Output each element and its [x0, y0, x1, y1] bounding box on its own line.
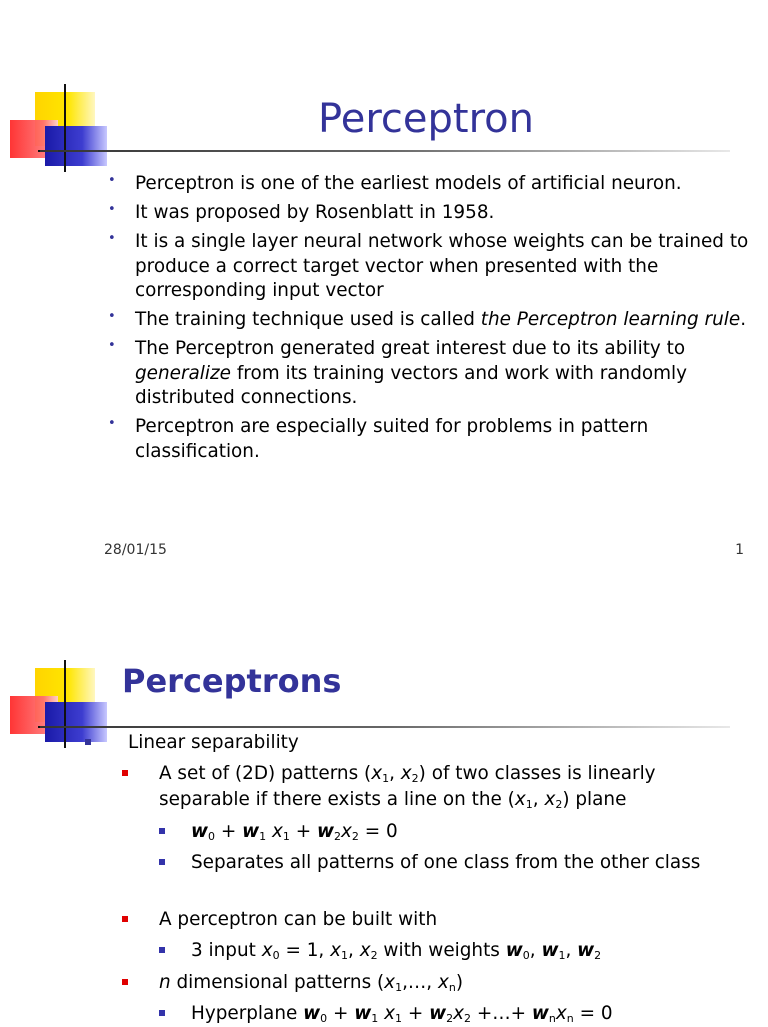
- math-var: x: [555, 1003, 567, 1024]
- text-run: dimensional patterns (: [170, 972, 385, 993]
- text-run: with weights: [377, 940, 506, 961]
- subscript: n: [548, 1012, 556, 1025]
- text-run: +: [289, 821, 317, 842]
- subscript: 0: [522, 949, 530, 962]
- math-var: x: [384, 1003, 395, 1024]
- math-var: w: [505, 940, 523, 961]
- math-var: x: [271, 821, 283, 842]
- subscript: 1: [371, 1012, 379, 1025]
- bullet-blue-square-icon: [159, 947, 165, 953]
- subscript: 1: [340, 949, 348, 962]
- subscript: 1: [395, 1012, 402, 1025]
- subscript: 1: [558, 949, 566, 962]
- text-run: 3 input: [191, 940, 262, 961]
- text-run: ,: [565, 940, 578, 961]
- text-run: A set of (2D) patterns (: [159, 763, 372, 784]
- math-var: w: [354, 1003, 372, 1024]
- math-var: x: [384, 972, 396, 993]
- level3-text: [191, 938, 601, 964]
- level3-text: Separates all patterns of one class from the other class: [191, 852, 701, 873]
- math-var: x: [359, 940, 371, 961]
- title-rule: [40, 150, 730, 152]
- subscript: 1: [395, 981, 403, 994]
- bullet-text: The Perceptron generated great interest due to its ability to: [135, 338, 686, 359]
- text-run: = 1,: [279, 940, 331, 961]
- bullet-blue-square-icon: [159, 828, 165, 834]
- text-run: = 0: [573, 1003, 613, 1024]
- math-var: x: [371, 763, 383, 784]
- math-var: x: [261, 940, 273, 961]
- math-var: x: [400, 763, 412, 784]
- bullet-red-square-icon: [122, 916, 128, 922]
- subscript: 2: [351, 830, 359, 843]
- subscript: 2: [464, 1012, 471, 1025]
- page-title: Perceptrons: [122, 662, 342, 700]
- math-var: x: [340, 821, 352, 842]
- math-var: x: [514, 788, 526, 810]
- subscript: n: [566, 1012, 574, 1025]
- text-run: ) of two classes is linearly separable if there exists a line on the (: [159, 763, 656, 810]
- slide-logo: [0, 656, 110, 748]
- math-var: w: [429, 1003, 447, 1024]
- math-var: x: [330, 940, 341, 961]
- text-run: +: [327, 1003, 355, 1024]
- list-item: [104, 415, 754, 464]
- bullet-square-icon: [85, 739, 91, 745]
- subscript: 2: [370, 949, 378, 962]
- logo-vertical-line: [64, 660, 66, 748]
- subscript: 1: [259, 830, 267, 843]
- bullet-red-square-icon: [122, 979, 128, 985]
- subscript: 2: [594, 949, 602, 962]
- math-var: x: [438, 972, 449, 993]
- text-run: ,: [529, 940, 542, 961]
- level1-text: Linear separability: [128, 732, 299, 753]
- subscript: n: [448, 981, 456, 994]
- level2-text: [159, 761, 749, 812]
- subscript: 1: [382, 772, 390, 785]
- bullet-icon: •: [108, 338, 116, 353]
- subscript: 0: [208, 830, 215, 843]
- text-run: ,: [389, 763, 401, 784]
- bullet-text: Perceptron is one of the earliest models of artificial neuron.: [135, 173, 682, 194]
- text-run: ,…,: [402, 972, 438, 993]
- math-var: w: [316, 821, 334, 842]
- emphasis-text: the Perceptron learning rule: [480, 309, 741, 330]
- equation-text: [191, 1001, 613, 1027]
- subscript: 2: [446, 1012, 454, 1025]
- math-var: x: [544, 788, 556, 810]
- bullet-text: from its training vectors and work with randomly distributed connections.: [135, 362, 688, 408]
- subscript: 0: [320, 1012, 328, 1025]
- math-var: w: [531, 1003, 549, 1024]
- list-item: [104, 308, 754, 333]
- math-var: n: [159, 972, 171, 993]
- page-title: Perceptron: [318, 96, 534, 142]
- subscript: 2: [411, 772, 419, 785]
- bullet-blue-square-icon: [159, 859, 165, 865]
- text-run: = 0: [358, 821, 398, 842]
- subscript: 2: [555, 797, 563, 811]
- text-run: Hyperplane: [191, 1003, 304, 1024]
- level2-text: A perceptron can be built with: [159, 909, 438, 930]
- logo-blue-square: [45, 702, 107, 742]
- subscript: 2: [333, 830, 341, 843]
- math-var: w: [541, 940, 559, 961]
- level2-text: [159, 970, 463, 996]
- text-run: ,: [347, 940, 360, 961]
- text-run: +: [402, 1003, 430, 1024]
- bullet-icon: •: [108, 231, 116, 246]
- bullet-blue-square-icon: [159, 1010, 165, 1016]
- emphasis-text: generalize: [135, 362, 231, 384]
- bullet-text: .: [740, 309, 747, 330]
- math-var: w: [303, 1003, 321, 1024]
- text-run: ) plane: [562, 788, 627, 810]
- bullet-list: [104, 172, 754, 469]
- bullet-text: The training technique used is called: [135, 309, 481, 330]
- bullet-icon: •: [108, 202, 116, 217]
- math-var: x: [453, 1003, 464, 1024]
- bullet-text: It was proposed by Rosenblatt in 1958.: [135, 202, 495, 223]
- bullet-icon: •: [108, 173, 116, 188]
- bullet-text: It is a single layer neural network whose weights can be trained to produce a correct target vector when presented with the corresponding input vector: [135, 231, 749, 301]
- subscript: 1: [282, 830, 290, 843]
- bullet-text: Perceptron are especially suited for problems in pattern classification.: [135, 416, 649, 462]
- text-run: ,: [532, 788, 545, 810]
- list-item: [104, 201, 754, 226]
- math-var: w: [242, 821, 260, 842]
- math-var: w: [191, 821, 208, 842]
- bullet-icon: •: [108, 309, 116, 324]
- footer-date: 28/01/15: [104, 542, 167, 558]
- list-item: [104, 172, 754, 197]
- slide-2: [0, 580, 768, 1024]
- math-var: w: [577, 940, 595, 961]
- page-number: 1: [735, 542, 744, 558]
- list-item: [104, 230, 754, 304]
- bullet-icon: •: [108, 416, 116, 431]
- list-item: [104, 337, 754, 411]
- subscript: 0: [272, 949, 280, 962]
- title-rule: [40, 726, 730, 728]
- text-run: ): [455, 972, 464, 993]
- equation-text: [191, 819, 398, 845]
- subscript: 1: [525, 797, 533, 811]
- text-run: +: [215, 821, 243, 842]
- text-run: +…+: [471, 1003, 532, 1024]
- bullet-red-square-icon: [122, 770, 128, 776]
